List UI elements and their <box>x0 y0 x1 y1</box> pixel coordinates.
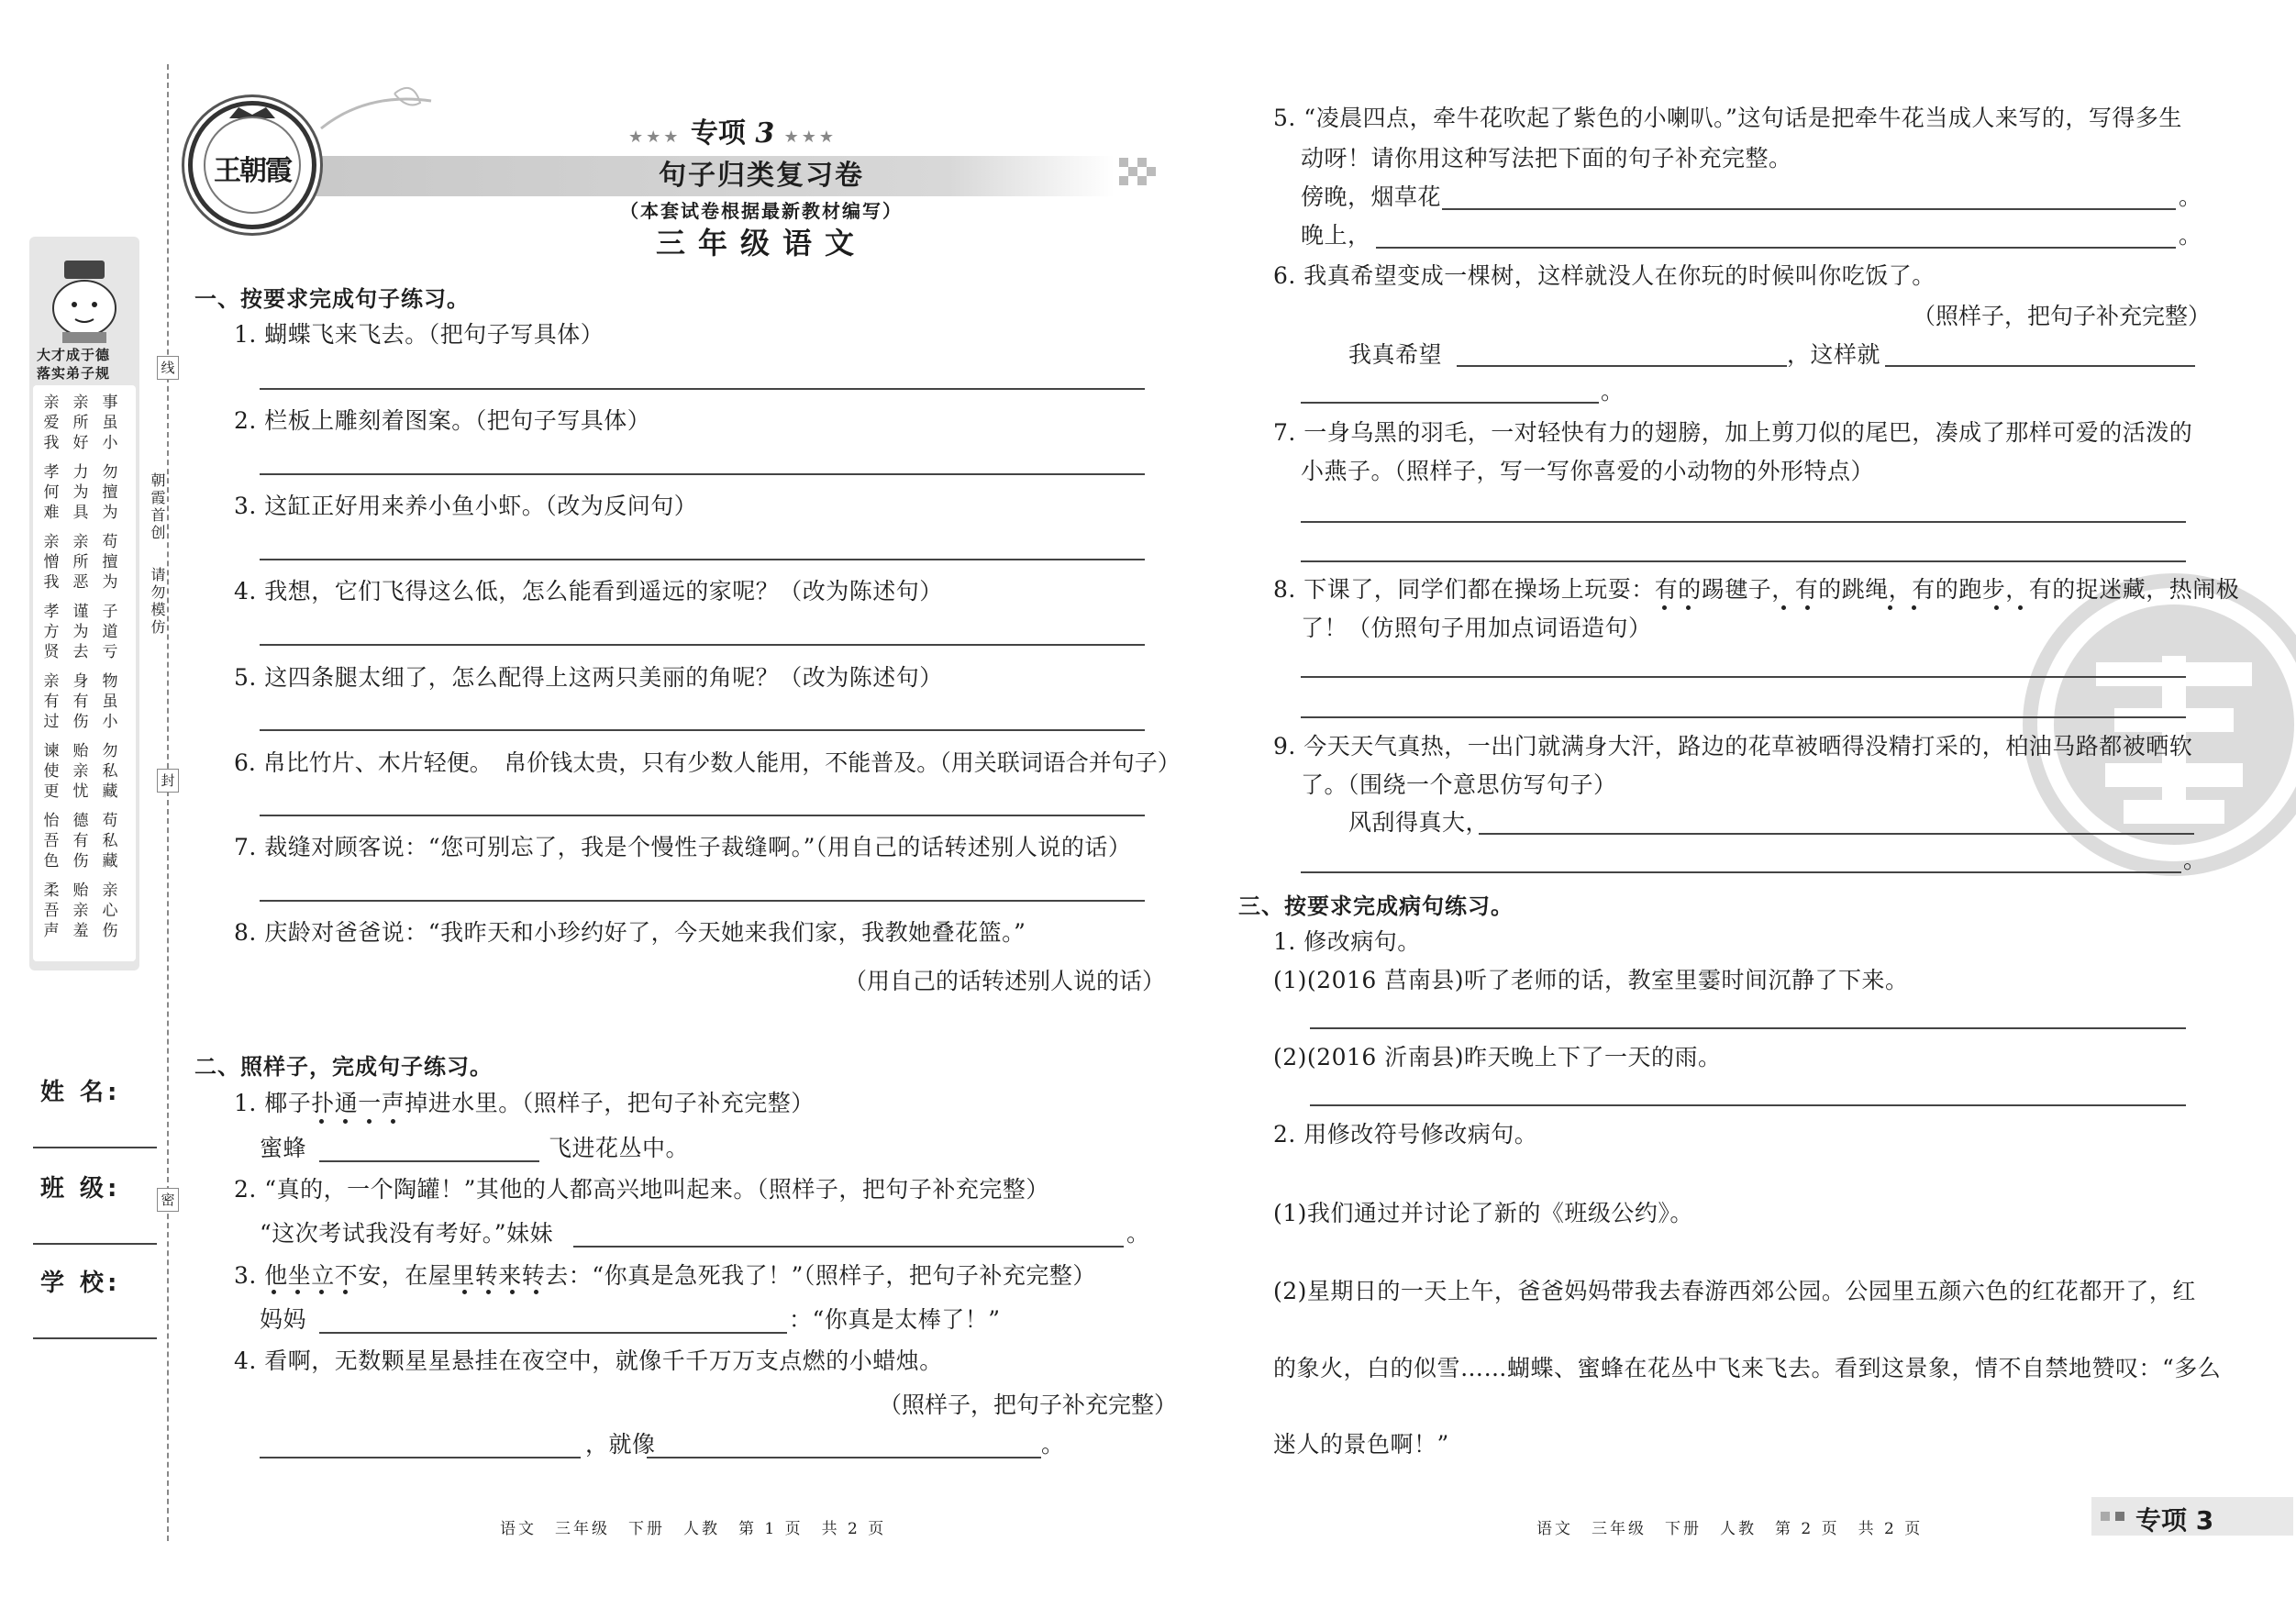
r-q7-answer-1[interactable] <box>1301 521 2186 523</box>
poem-column: 孝方贤 <box>43 603 60 661</box>
r-q8-line2: 了！（仿照句子用加点词语造句） <box>1301 615 1652 641</box>
emphasis-dot <box>1912 605 1916 610</box>
poem-column: 事虽小 <box>102 394 118 452</box>
r-s3-q1a-answer[interactable] <box>1310 1027 2186 1029</box>
stars-right: ★★★ <box>783 128 837 147</box>
r-q8-answer-1[interactable] <box>1301 676 2186 678</box>
r-q5-blank-a[interactable] <box>1442 208 2176 210</box>
emphasis-dot <box>486 1290 491 1294</box>
r-q5-fill-b-end: 。 <box>2179 222 2202 249</box>
s1-q1: 1. 蝴蝶飞来飞去。（把句子写具体） <box>234 321 605 348</box>
poem-column: 德有伤 <box>72 812 89 871</box>
r-s3-q2a: (1)我们通过并讨论了新的《班级公约》。 <box>1273 1200 1693 1226</box>
watermark-seal-icon <box>2023 573 2296 876</box>
binding-mark-bottom: 密 <box>157 1188 179 1212</box>
school-label: 学 校: <box>40 1270 121 1297</box>
s1-q4: 4. 我想，它们飞得这么低，怎么能看到遥远的家呢？（改为陈述句） <box>234 578 943 604</box>
margin-note <box>147 567 167 695</box>
poem-column: 谨为去 <box>72 603 89 661</box>
r-q6-blank-2[interactable] <box>1885 365 2195 367</box>
logo-text: 王朝霞 <box>214 155 291 187</box>
emphasis-dot <box>510 1290 515 1294</box>
binding-mark-mid: 封 <box>157 769 179 793</box>
logo-emblem <box>188 101 316 229</box>
class-field[interactable] <box>33 1243 157 1245</box>
r-q6-blank-1[interactable] <box>1457 365 1787 367</box>
poem-column: 勿私藏 <box>102 742 118 801</box>
r-q8-answer-2[interactable] <box>1301 716 2186 718</box>
s1-q7-answer[interactable] <box>260 900 1145 902</box>
poem-column: 亲所好 <box>72 394 89 452</box>
checker-decoration-icon <box>1119 158 1156 194</box>
footer-tag-label: 专项 3 <box>2135 1505 2214 1536</box>
s2-q1-fill-prefix: 蜜蜂 <box>260 1135 307 1161</box>
emphasis-dot <box>319 1119 324 1124</box>
s2-q2-fill-suffix: 。 <box>1126 1220 1150 1247</box>
emphasis-dot <box>272 1290 276 1294</box>
special-text: 专项 <box>690 117 746 150</box>
school-field[interactable] <box>33 1337 157 1339</box>
r-q6: 6. 我真希望变成一棵树，这样就没人在你玩的时候叫你吃饭了。 <box>1273 262 1936 289</box>
poem-column: 孝何难 <box>43 463 60 522</box>
s2-q4-blank-1[interactable] <box>260 1457 581 1458</box>
s1-q1-answer[interactable] <box>260 388 1145 390</box>
r-s3-q2b-line3: 迷人的景色啊！” <box>1273 1431 1449 1458</box>
s1-q3: 3. 这缸正好用来养小鱼小虾。（改为反问句） <box>234 493 698 519</box>
binding-dashed-line <box>167 64 169 1541</box>
r-q7-line2: 小燕子。（照样子，写一写你喜爱的小动物的外形特点） <box>1301 458 1875 484</box>
s2-q2-fill-prefix: “这次考试我没有考好。”妹妹 <box>260 1220 554 1247</box>
emphasis-dot <box>1781 605 1786 610</box>
s1-q2-answer[interactable] <box>260 473 1145 475</box>
sidebar-poem <box>33 385 136 961</box>
scholar-illustration-icon <box>29 244 139 345</box>
emphasis-dot <box>1686 605 1691 610</box>
r-q5-blank-b[interactable] <box>1376 247 2176 249</box>
emphasis-dot <box>534 1290 538 1294</box>
sidebar-panel <box>29 237 139 970</box>
r-q5-fill-b-prefix: 晚上， <box>1301 222 1371 249</box>
margin-note-2: 请勿模仿 <box>149 567 166 637</box>
s2-q4: 4. 看啊，无数颗星星悬挂在夜空中，就像千千万万支点燃的小蜡烛。 <box>234 1347 943 1374</box>
emphasis-dot <box>343 1119 348 1124</box>
subtitle: （本套试卷根据最新教材编写） <box>620 200 903 222</box>
s2-q3-fill-suffix: ：“你真是太棒了！” <box>789 1306 1001 1333</box>
r-q5-fill-a-prefix: 傍晚，烟草花 <box>1301 183 1442 210</box>
s2-q4-fill-mid: ，就像 <box>585 1431 656 1458</box>
poem-column: 贻亲羞 <box>72 882 89 940</box>
r-q9-line2: 了。（围绕一个意思仿写句子） <box>1301 771 1617 798</box>
emphasis-dot <box>367 1119 372 1124</box>
r-q5-fill-a-end: 。 <box>2179 183 2202 210</box>
poem-column: 力为具 <box>72 463 89 522</box>
emphasis-dot <box>1994 605 1999 610</box>
r-q5-line1: 5. “凌晨四点，牵牛花吹起了紫色的小喇叭。”这句话是把牵牛花当成人来写的，写得多生 <box>1273 105 2182 131</box>
poem-column: 贻亲忧 <box>72 742 89 801</box>
special-label <box>628 110 837 150</box>
s2-q4-blank-2[interactable] <box>647 1457 1041 1458</box>
footer-tag-squares-icon <box>2101 1512 2110 1521</box>
margin-note-1: 朝霞首创 <box>149 472 166 542</box>
r-q6-blank-3[interactable] <box>1301 402 1599 404</box>
s1-q3-answer[interactable] <box>260 559 1145 560</box>
emphasis-dot <box>1888 605 1892 610</box>
poem-column: 身有伤 <box>72 672 89 731</box>
poem-column: 子道亏 <box>102 603 118 661</box>
s2-q2-blank[interactable] <box>573 1246 1124 1248</box>
grade-title: 三年级语文 <box>655 226 867 261</box>
poem-column: 亲有过 <box>43 672 60 731</box>
s1-q6-answer[interactable] <box>260 815 1145 816</box>
s1-q6: 6. 帛比竹片、木片轻便。 帛价钱太贵，只有少数人能用，不能普及。（用关联词语合并句子） <box>234 749 1181 776</box>
s2-q1: 1. 椰子扑通一声掉进水里。（照样子，把句子补充完整） <box>234 1090 815 1116</box>
r-s3-q2b-line2: 的象火，白的似雪……蝴蝶、蜜蜂在花丛中飞来飞去。看到这景象，情不自禁地赞叹：“多么 <box>1273 1355 2222 1381</box>
poem-column: 苟私藏 <box>102 812 118 871</box>
sidebar-motto-2: 落实弟子规 <box>37 365 111 382</box>
r-q6-fill-end: 。 <box>1601 378 1625 405</box>
poem-column: 柔吾声 <box>43 882 60 940</box>
s1-q5: 5. 这四条腿太细了，怎么配得上这两只美丽的角呢？（改为陈述句） <box>234 664 943 691</box>
r-s3-q1b: (2)(2016 沂南县)昨天晚上下了一天的雨。 <box>1273 1044 1722 1070</box>
section-3-heading: 三、按要求完成病句练习。 <box>1238 893 1514 919</box>
s2-q4-instruction: （照样子，把句子补充完整） <box>879 1392 1178 1418</box>
emphasis-dot <box>462 1290 467 1294</box>
s1-q2: 2. 栏板上雕刻着图案。（把句子写具体） <box>234 407 651 434</box>
emphasis-dot <box>295 1290 300 1294</box>
s2-q3: 3. 他坐立不安，在屋里转来转去：“你真是急死我了！”（照样子，把句子补充完整） <box>234 1262 1096 1289</box>
sidebar-motto-1: 大才成于德 <box>37 347 111 363</box>
name-field[interactable] <box>33 1147 157 1148</box>
r-q7-answer-2[interactable] <box>1301 560 2186 562</box>
r-q7-line1: 7. 一身乌黑的羽毛，一对轻快有力的翅膀，加上剪刀似的尾巴，凑成了那样可爱的活泼的 <box>1273 419 2193 446</box>
poem-column: 亲爱我 <box>43 394 60 452</box>
footer-right: 语文 三年级 下册 人教 第 2 页 共 2 页 <box>1536 1520 1924 1538</box>
r-s3-q1a: (1)(2016 莒南县)听了老师的话，教室里霎时间沉静了下来。 <box>1273 967 1909 993</box>
r-q9-blank-1[interactable] <box>1479 833 2194 835</box>
poem-column: 亲所恶 <box>72 533 89 592</box>
footer-left: 语文 三年级 下册 人教 第 1 页 共 2 页 <box>500 1520 887 1538</box>
poem-column: 亲心伤 <box>102 882 118 940</box>
header-ribbon-icon <box>312 83 440 147</box>
poem-column: 勿擅为 <box>102 463 118 522</box>
section-1-heading: 一、按要求完成句子练习。 <box>194 286 470 312</box>
s1-q8: 8. 庆龄对爸爸说：“我昨天和小珍约好了，今天她来我们家，我教她叠花篮。” <box>234 919 1026 946</box>
s1-q7: 7. 裁缝对顾客说：“您可别忘了，我是个慢性子裁缝啊。”（用自己的话转述别人说的话） <box>234 834 1132 860</box>
r-q9-line1: 9. 今天天气真热，一出门就满身大汗，路边的花草被晒得没精打采的，柏油马路都被晒软 <box>1273 733 2193 760</box>
r-s3-q2: 2. 用修改符号修改病句。 <box>1273 1121 1538 1148</box>
r-q9-fill-end: 。 <box>2183 847 2207 873</box>
s2-q2: 2. “真的，一个陶罐！”其他的人都高兴地叫起来。（照样子，把句子补充完整） <box>234 1176 1049 1203</box>
r-s3-q1: 1. 修改病句。 <box>1273 928 1421 955</box>
r-s3-q1b-answer[interactable] <box>1310 1104 2186 1106</box>
s1-q4-answer[interactable] <box>260 644 1145 646</box>
binding-mark-top: 线 <box>157 356 179 380</box>
emphasis-dot <box>343 1290 348 1294</box>
s1-q8-instruction: （用自己的话转述别人说的话） <box>844 968 1166 994</box>
section-2-heading: 二、照样子，完成句子练习。 <box>194 1054 493 1080</box>
poem-column: 谏使更 <box>43 742 60 801</box>
emphasis-dot <box>391 1119 395 1124</box>
emphasis-dot <box>319 1290 324 1294</box>
s1-q5-answer[interactable] <box>260 729 1145 731</box>
poem-column: 亲憎我 <box>43 533 60 592</box>
emphasis-dot <box>1662 605 1667 610</box>
r-q5-line2: 动呀！请你用这种写法把下面的句子补充完整。 <box>1301 145 1792 172</box>
name-label: 姓 名: <box>40 1079 121 1106</box>
r-s3-q2b-line1: (2)星期日的一天上午，爸爸妈妈带我去春游西郊公园。公园里五颜六色的红花都开了，红 <box>1273 1278 2196 1304</box>
r-q6-instruction: （照样子，把句子补充完整） <box>1913 303 2212 329</box>
r-q9-fill-prefix: 风刮得真大， <box>1348 809 1490 836</box>
emphasis-dot <box>1805 605 1810 610</box>
r-q6-fill-mid: ，这样就 <box>1787 341 1881 368</box>
class-label: 班 级: <box>40 1175 121 1203</box>
poem-column: 苟擅为 <box>102 533 118 592</box>
r-q9-blank-2[interactable] <box>1301 871 2181 873</box>
s2-q3-fill-prefix: 妈妈 <box>260 1306 307 1333</box>
stars-left: ★★★ <box>628 128 682 147</box>
poem-column: 怡吾色 <box>43 812 60 871</box>
footer-tag <box>2091 1497 2293 1536</box>
emphasis-dot <box>2018 605 2023 610</box>
poem-column: 物虽小 <box>102 672 118 731</box>
r-q6-fill-prefix: 我真希望 <box>1348 341 1443 368</box>
s2-q3-blank[interactable] <box>319 1332 787 1334</box>
s2-q1-blank[interactable] <box>319 1160 539 1162</box>
page-title: 句子归类复习卷 <box>659 160 864 192</box>
r-q8-line1: 8. 下课了，同学们都在操场上玩耍：有的踢毽子，有的跳绳，有的跑步，有的捉迷藏，热闹极 <box>1273 576 2240 603</box>
s2-q4-fill-end: 。 <box>1041 1431 1065 1458</box>
special-number: 3 <box>755 117 775 150</box>
footer-tag-squares-icon <box>2115 1512 2124 1521</box>
s2-q1-fill-suffix: 飞进花丛中。 <box>549 1135 690 1161</box>
